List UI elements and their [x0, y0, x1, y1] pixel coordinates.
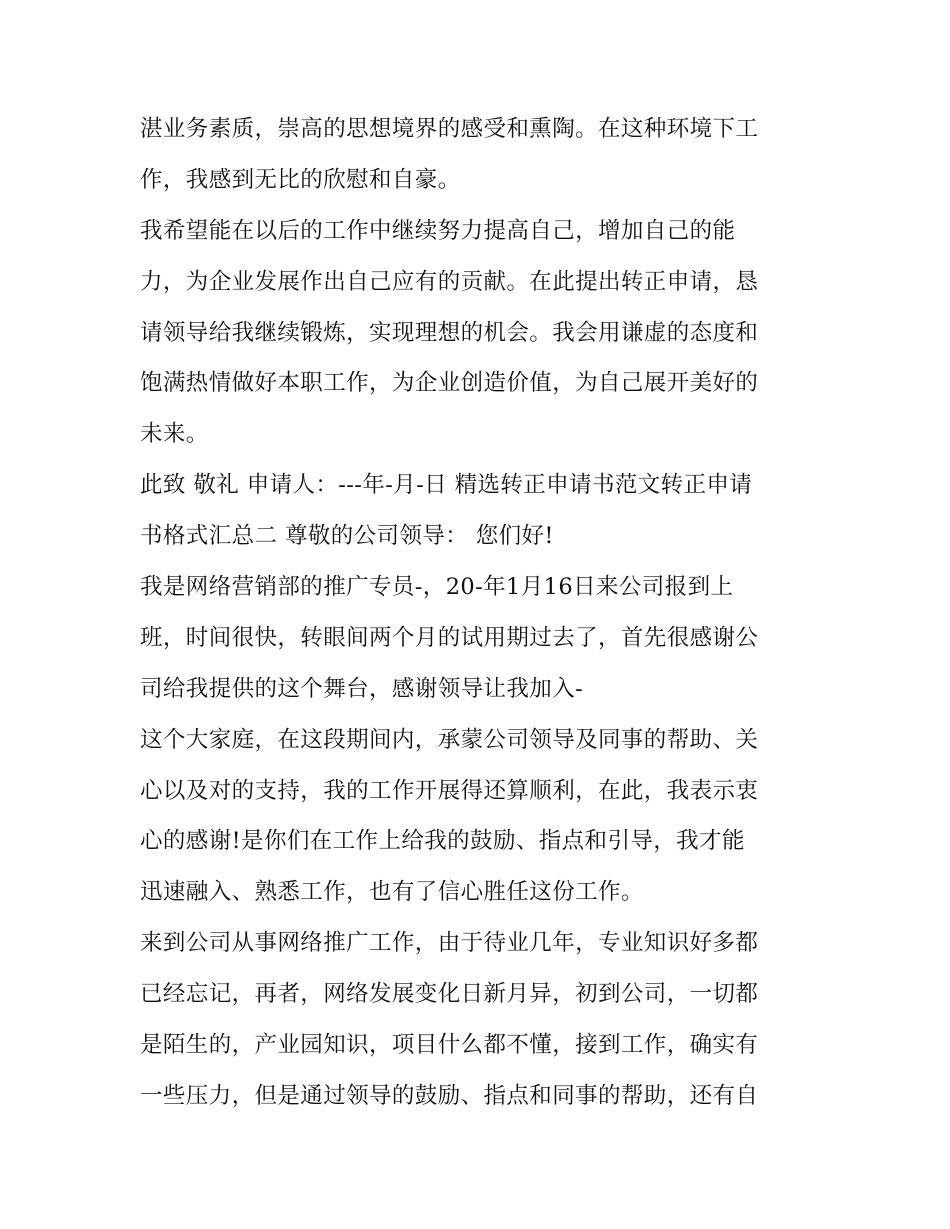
text-line: 一些压力，但是通过领导的鼓励、指点和同事的帮助，还有自 [140, 1082, 759, 1109]
text-line: 请领导给我继续锻炼，实现理想的机会。我会用谦虚的态度和 [140, 319, 759, 346]
text-line: 力，为企业发展作出自己应有的贡献。在此提出转正申请，恳 [140, 268, 759, 295]
text-line: 我是网络营销部的推广专员-，20-年1月16日来公司报到上 [140, 574, 734, 601]
text-line: 这个大家庭，在这段期间内，承蒙公司领导及同事的帮助、关 [140, 726, 759, 753]
text-line: 此致 敬礼 申请人：---年-月-日 精选转正申请书范文转正申请 [140, 472, 753, 499]
text-line: 司给我提供的这个舞台，感谢领导让我加入- [140, 675, 584, 702]
text-line: 是陌生的，产业园知识，项目什么都不懂，接到工作，确实有 [140, 1032, 759, 1059]
text-line: 来到公司从事网络推广工作，由于待业几年，专业知识好多都 [140, 930, 759, 957]
text-line: 已经忘记，再者，网络发展变化日新月异，初到公司，一切都 [140, 981, 759, 1008]
text-line: 迅速融入、熟悉工作，也有了信心胜任这份工作。 [140, 879, 644, 906]
text-line: 我希望能在以后的工作中继续努力提高自己，增加自己的能 [140, 217, 736, 244]
text-line: 心的感谢!是你们在工作上给我的鼓励、指点和引导，我才能 [140, 828, 745, 855]
text-line: 心以及对的支持，我的工作开展得还算顺利，在此，我表示衷 [140, 777, 759, 804]
document-body [140, 104, 820, 1122]
text-line: 作，我感到无比的欣慰和自豪。 [140, 166, 461, 193]
text-line: 班，时间很快，转眼间两个月的试用期过去了，首先很感谢公 [140, 624, 759, 651]
text-line: 书格式汇总二 尊敬的公司领导： 您们好! [140, 523, 554, 550]
text-line: 湛业务素质，崇高的思想境界的感受和熏陶。在这种环境下工 [140, 116, 759, 142]
text-line: 未来。 [140, 421, 209, 448]
text-line: 饱满热情做好本职工作，为企业创造价值，为自己展开美好的 [140, 370, 759, 397]
